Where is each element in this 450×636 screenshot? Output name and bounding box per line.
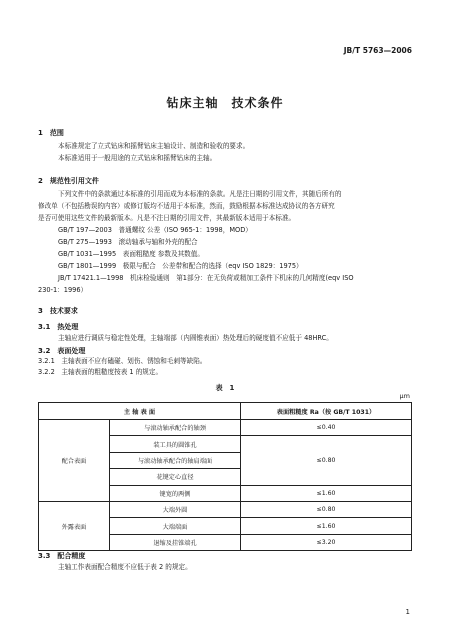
reference-item: GB/T 197—2003 普通螺纹 公差（ISO 965-1：1998，MOD） bbox=[58, 226, 252, 234]
section-3-2-1-text: 3.2.1 主轴表面不应有磕碰、划伤、锈蚀和毛刺等缺陷。 bbox=[38, 357, 207, 365]
section-2-heading: 2 规范性引用文件 bbox=[38, 177, 99, 185]
roughness-table bbox=[38, 402, 412, 551]
reference-item: GB/T 1031—1995 表面粗糙度 参数及其数值。 bbox=[58, 250, 204, 258]
page-number: 1 bbox=[405, 608, 410, 616]
section-3-1-heading: 3.1 热处理 bbox=[38, 323, 79, 331]
section-3-3-heading: 3.3 配合精度 bbox=[38, 552, 86, 560]
reference-item-continuation: 230-1：1996） bbox=[38, 286, 88, 294]
header-roughness: 表面粗糙度 Ra（按 GB/T 1031） bbox=[241, 403, 412, 420]
table-1-caption: 表 1 bbox=[215, 384, 235, 392]
ra-cell: ≤1.60 bbox=[241, 518, 412, 534]
reference-item: GB/T 275—1993 滚动轴承与轴和外壳的配合 bbox=[58, 238, 198, 246]
surface-cell: 大端外圆 bbox=[110, 501, 241, 517]
header-surface: 主 轴 表 面 bbox=[39, 403, 241, 420]
surface-cell: 与滚动轴承配合的轴颈 bbox=[110, 420, 241, 436]
ra-cell: ≤0.80 bbox=[241, 501, 412, 517]
surface-cell: 大端端面 bbox=[110, 518, 241, 534]
section-2-para-line-3: 是否可使用这些文件的最新版本。凡是不注日期的引用文件，其最新版本适用于本标准。 bbox=[38, 214, 296, 222]
surface-cell: 与滚动轴承配合的轴肩端面 bbox=[110, 452, 241, 468]
ra-cell: ≤3.20 bbox=[241, 534, 412, 550]
section-3-2-heading: 3.2 表面处理 bbox=[38, 347, 86, 355]
section-1-line-2: 本标准适用于一般用途的立式钻床和摇臂钻床的主轴。 bbox=[58, 154, 217, 162]
section-3-2-2-text: 3.2.2 主轴表面的粗糙度按表 1 的规定。 bbox=[38, 368, 163, 376]
section-2-para-line-2: 修改单（不包括勘误的内容）或修订版均不适用于本标准，然而，鼓励根据本标准达成协议的各方研究 bbox=[38, 202, 335, 210]
standard-code: JB/T 5763—2006 bbox=[343, 46, 412, 55]
section-3-1-text: 主轴应进行调质与稳定性处理，主轴端部（内圆锥表面）热处理后的硬度值不应低于 48HRC。 bbox=[58, 334, 333, 342]
surface-cell: 键宽的两侧 bbox=[110, 485, 241, 501]
section-3-3-text: 主轴工作表面配合精度不应低于表 2 的规定。 bbox=[58, 563, 192, 571]
ra-cell: ≤0.80 bbox=[241, 436, 412, 485]
section-1-heading: 1 范围 bbox=[38, 129, 64, 137]
section-1-line-1: 本标准规定了立式钻床和摇臂钻床主轴设计、制造和验收的要求。 bbox=[58, 142, 250, 150]
reference-item: JB/T 17421.1—1998 机床检验通则 第1部分：在无负荷或精加工条件下机床的几何精度(eqv ISO bbox=[58, 274, 354, 282]
table-header-row bbox=[39, 403, 412, 420]
ra-cell: ≤1.60 bbox=[241, 485, 412, 501]
surface-cell: 花键定心直径 bbox=[110, 469, 241, 485]
reference-item: GB/T 1801—1999 极限与配合 公差带和配合的选择（eqv ISO 1829：1975） bbox=[58, 262, 303, 270]
table-1-unit: μm bbox=[399, 392, 410, 400]
group-name: 外露表面 bbox=[39, 501, 110, 550]
group-name: 配合表面 bbox=[39, 420, 110, 502]
table-row bbox=[39, 420, 412, 436]
section-2-para-line-1: 下列文件中的条款通过本标准的引用而成为本标准的条款。凡是注日期的引用文件，其随后所有的 bbox=[58, 190, 342, 198]
table-row bbox=[39, 501, 412, 517]
surface-cell: 装工具的圆锥孔 bbox=[110, 436, 241, 452]
surface-cell: 退缩及挂锥端孔 bbox=[110, 534, 241, 550]
ra-cell: ≤0.40 bbox=[241, 420, 412, 436]
document-title: 钻床主轴 技术条件 bbox=[166, 96, 284, 110]
section-3-heading: 3 技术要求 bbox=[38, 307, 78, 315]
